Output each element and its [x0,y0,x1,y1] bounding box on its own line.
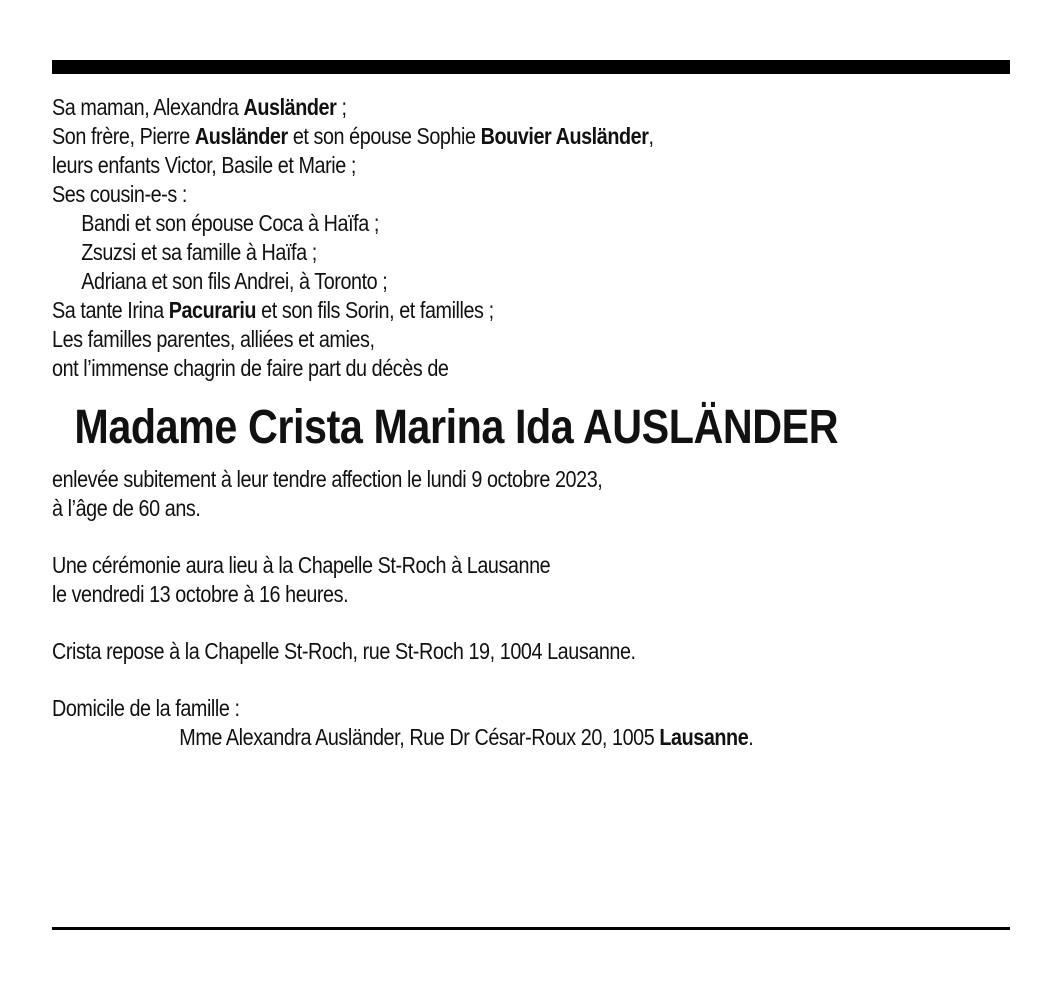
cousin-item: Adriana et son fils Andrei, à Toronto ; [81,268,388,294]
address-prefix: Mme Alexandra Ausländer, Rue Dr César-Roux 20, 1005 [179,724,660,750]
brother-suffix: , [648,123,654,149]
resting-place: Crista repose à la Chapelle St-Roch, rue St-Roch 19, 1004 Lausanne. [52,638,636,664]
brother-mid: et son épouse Sophie [287,123,481,149]
aunt-line [52,296,876,325]
mother-line [52,93,876,122]
cousins-heading: Ses cousin-e-s : [52,181,187,207]
cousin-item: Bandi et son épouse Coca à Haïfa ; [81,210,379,236]
death-line-1: enlevée subitement à leur tendre affection le lundi 9 octobre 2023, [52,466,603,492]
aunt-surname: Pacurariu [168,297,257,323]
aunt-suffix: et son fils Sorin, et familles ; [256,297,494,323]
ceremony-line-2: le vendredi 13 octobre à 16 heures. [52,581,349,607]
mother-prefix: Sa maman, Alexandra [52,94,244,120]
mother-suffix: ; [336,94,347,120]
sister-in-law-surname: Bouvier Ausländer [480,123,649,149]
brother-line [52,122,876,151]
family-list [52,74,1010,383]
deceased-name: Madame Crista Marina Ida AUSLÄNDER [74,401,839,454]
ceremony-line-1: Une cérémonie aura lieu à la Chapelle St-Roch à Lausanne [52,552,551,578]
death-line-2: à l’âge de 60 ans. [52,495,201,521]
bottom-rule [52,927,1010,930]
address-suffix: . [748,724,754,750]
top-rule [52,60,1010,74]
cousin-item: Zsuzsi et sa famille à Haïfa ; [81,239,317,265]
domicile-heading: Domicile de la famille : [52,695,240,721]
address-city: Lausanne [659,724,749,750]
brother-surname: Ausländer [194,123,288,149]
mother-surname: Ausländer [243,94,337,120]
domicile-address [52,723,876,752]
brother-prefix: Son frère, Pierre [52,123,195,149]
children-line: leurs enfants Victor, Basile et Marie ; [52,152,356,178]
announcement-line: ont l’immense chagrin de faire part du décès de [52,355,449,381]
families-line: Les familles parentes, alliées et amies, [52,326,375,352]
aunt-prefix: Sa tante Irina [52,297,169,323]
obituary-notice [52,60,1010,752]
